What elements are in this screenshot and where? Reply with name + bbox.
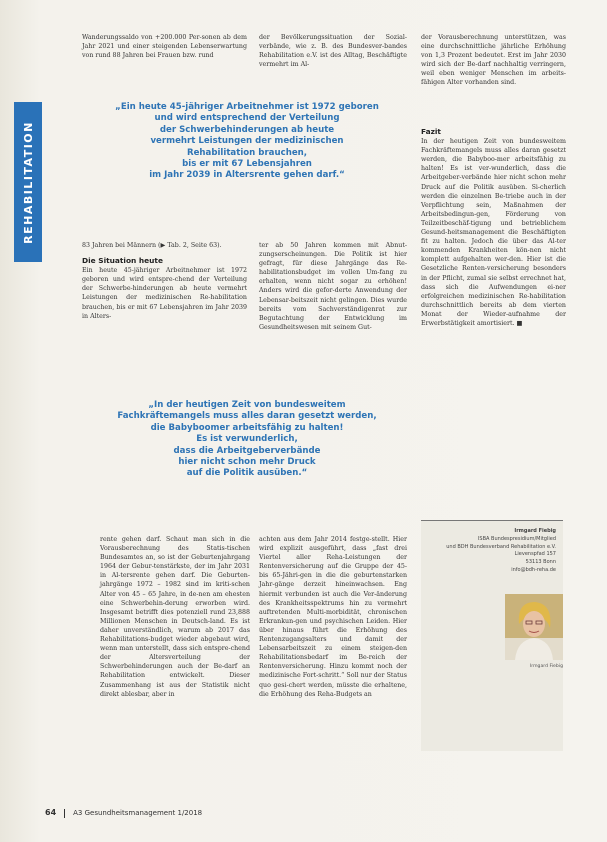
paragraph: der Vorausberechnung unterstützen, was eine durchschnittliche jährliche Erhöhung von 1,3 Prozent bedeutet. Erst im Jahr 2030 wird sich der Be-darf nachhaltig verringern, weil eben weniger Menschen im arbeits-fähigen Alter vorhanden sind. [421, 34, 566, 87]
page-footer [45, 808, 202, 818]
conclusion-text: In der heutigen Zeit von bundesweitem Fachkräftemangels muss alles daran gesetzt werden, die Babyboo-mer arbeitsfähig zu halten! Es ist ver-wunderlich, dass die Arbeitgeber-verbände hier nicht schon mehr Druck auf die Politik ausüben. Si-cherlich werden die einzelnen Be-triebe auch in der Verpflichtung sein, Maßnahmen der Arbeitsbedingun-gen, Förderung von Teilzeitbeschäf-tigung und betrieblichem Gesund-heitsmanagement die Beschäftigten fit zu halten. Jedoch die über das Al-ter kommenden Krankheiten kön-nen nicht komplett aufgehalten wer-den. Hier ist die Gesetzliche Renten-versicherung besonders in der Pflicht, zumal sie selbst errechnet hat, dass sich die Aufwendungen ei-ner erfolgreichen medizinischen Re-habilitation durchschnittlich bereits ab dem vierten Monat der Wieder-aufnahme der Erwerbstätigkeit amortisiert. ■ [421, 138, 566, 327]
quote-line: „Ein heute 45-jähriger Arbeitnehmer ist 1972 geboren [115, 102, 379, 112]
paragraph: Ein heute 45-jähriger Arbeitnehmer ist 1972 geboren und wird entspre-chend der Verteilung der Schwerbe-hinderungen ab heute vermehrt Leistungen der medizinischen Re-habilitation brauchen, bis er mit 67 Lebensjahren im Jahr 2039 in Alters- [82, 267, 247, 320]
quote-line: der Schwerbehinderungen ab heute [159, 124, 335, 135]
middle-column-1 [82, 241, 247, 321]
author-line: 53113 Bonn [525, 559, 556, 566]
paragraph: ter ab 50 Jahren kommen mit Abnut-zungserscheinungen. Die Politik ist hier gefragt, für diese Jahrgänge das Re-habilitationsbudget im vollen Um-fang zu erhalten, wenn nicht sogar zu erhöhen! Anders wird die gefor-derte Anwendung der Lebensar-beitszeit nicht gelingen. Dies wurde bereits vom Sachverständigenrat zur Begutachtung der Entwicklung im Gesundheitswesen mit seinem Gut- [259, 242, 407, 331]
quote-line: Fachkräftemangels muss alles daran gesetzt werden, [117, 411, 377, 422]
paragraph: achten aus dem Jahr 2014 festge-stellt. Hier wird explizit ausgeführt, dass „fast drei Viertel aller Reha-Leistungen der Rentenversicherung auf die Gruppe der 45- bis 65-Jähri-gen in die die geburtenstarken Jahr-gänge derzeit hineinwachsen. Eng hiermit verbunden ist auch die Ver-änderung des Krankheitsspektrums hin zu vermehrt auftretenden Multi-morbidität, chronischen Erkrankun-gen und psychischen Leiden. Hier über hinaus führt die Erhöhung des Rentenzugangsalters und damit der Lebensarbeitszeit zu einem steigen-den Rehabilitationsbedarf im Be-reich der Rentenversicherung. Hinzu kommt noch der medizinische Fort-schritt.“ Soll nur der Status quo gesi-chert werden, müsste die erhaltene, die Erhöhung des Reha-Budgets an [259, 536, 407, 698]
top-column-2 [259, 33, 407, 69]
author-email: info@bdh-reha.de [511, 566, 556, 573]
quote-line: dass die Arbeitgeberverbände [173, 445, 321, 456]
author-details [432, 528, 556, 575]
section-tab [14, 102, 42, 262]
page-number: 64 [45, 808, 57, 817]
quote-line: bis er mit 67 Lebensjahren [182, 159, 312, 170]
author-name: Irmgard Fiebig [514, 528, 556, 534]
author-line: ISBA Bundespresidium/Mitglied [477, 535, 556, 542]
author-line: und BDH Bundesverband Rehabilitation e.V. [446, 543, 556, 550]
author-line: Lievenspfad 157 [514, 551, 556, 558]
quote-line: und wird entsprechend der Verteilung [154, 113, 340, 124]
paragraph: der Bevölkerungssituation der Sozial-verbände, wie z. B. des Bundesver-bandes Rehabilitation e.V. ist des Alltag, Beschäftigte vermehrt im Al- [259, 34, 407, 69]
publication-title: A3 Gesundheitsmanagement 1/2018 [73, 809, 203, 817]
quote-line: vermehrt Leistungen der medizinischen [150, 136, 344, 147]
top-column-3 [421, 33, 566, 88]
bottom-column-1 [100, 535, 250, 699]
section-heading: Die Situation heute [82, 256, 163, 266]
quote-line: Rehabilitation brauchen, [186, 147, 308, 158]
portrait-image [505, 594, 563, 660]
bottom-column-2 [259, 535, 407, 699]
conclusion-column [421, 125, 566, 328]
author-photo [505, 594, 563, 660]
quote-line: hier nicht schon mehr Druck [178, 457, 316, 468]
pull-quote-2 [82, 400, 412, 480]
quote-line: im Jahr 2039 in Altersrente gehen darf.“ [149, 170, 345, 181]
quote-line: die Babyboomer arbeitsfähig zu halten! [150, 422, 344, 433]
footer-divider [64, 809, 65, 818]
conclusion-heading: Fazit [421, 127, 441, 136]
middle-column-2 [259, 241, 407, 332]
quote-line: auf die Politik ausüben.“ [186, 468, 308, 479]
top-column-1 [82, 33, 247, 60]
quote-line: „In der heutigen Zeit von bundesweitem [148, 400, 346, 410]
paragraph: 83 Jahren bei Männern (▶ Tab. 2, Seite 63). [82, 242, 222, 249]
paragraph: rente gehen darf. Schaut man sich in die Vorausberechnung des Statis-tischen Bundesamtes an, so ist der Geburtenjahrgang 1964 der Gebur-tenstärkste, der im Jahr 2031 in Al-tersrente gehen darf. Die Geburten-jahrgänge 1972 – 1982 sind im kriti-schen Alter von 45 – 65 Jahre, in de-nen am ehesten eine Schwerbehin-derung erworben wird. Insgesamt betrifft dies potenziell rund 23,888 Millionen Menschen in Deutsch-land. Es ist daher unverständlich, warum ab 2017 das Rehabilitations-budget wieder abgebaut wird, wenn man unterstellt, dass sich entspre-chend der Altersverteilung der Schwerbehinderungen auch der Be-darf an Rehabilitation entwickelt. Dieser Zusammenhang ist aus der Statistik nicht direkt ablesbar, aber in [100, 536, 250, 698]
quote-line: Es ist verwunderlich, [196, 434, 298, 445]
paragraph: Wanderungssaldo von +200.000 Per-sonen ab dem Jahr 2021 und einer steigenden Lebenserwartung von rund 88 Jahren bei Frauen bzw. rund [82, 34, 247, 60]
section-label: REHABILITATION [21, 120, 35, 244]
photo-caption: Irmgard Fiebig [529, 664, 563, 669]
pull-quote-1 [82, 102, 412, 182]
